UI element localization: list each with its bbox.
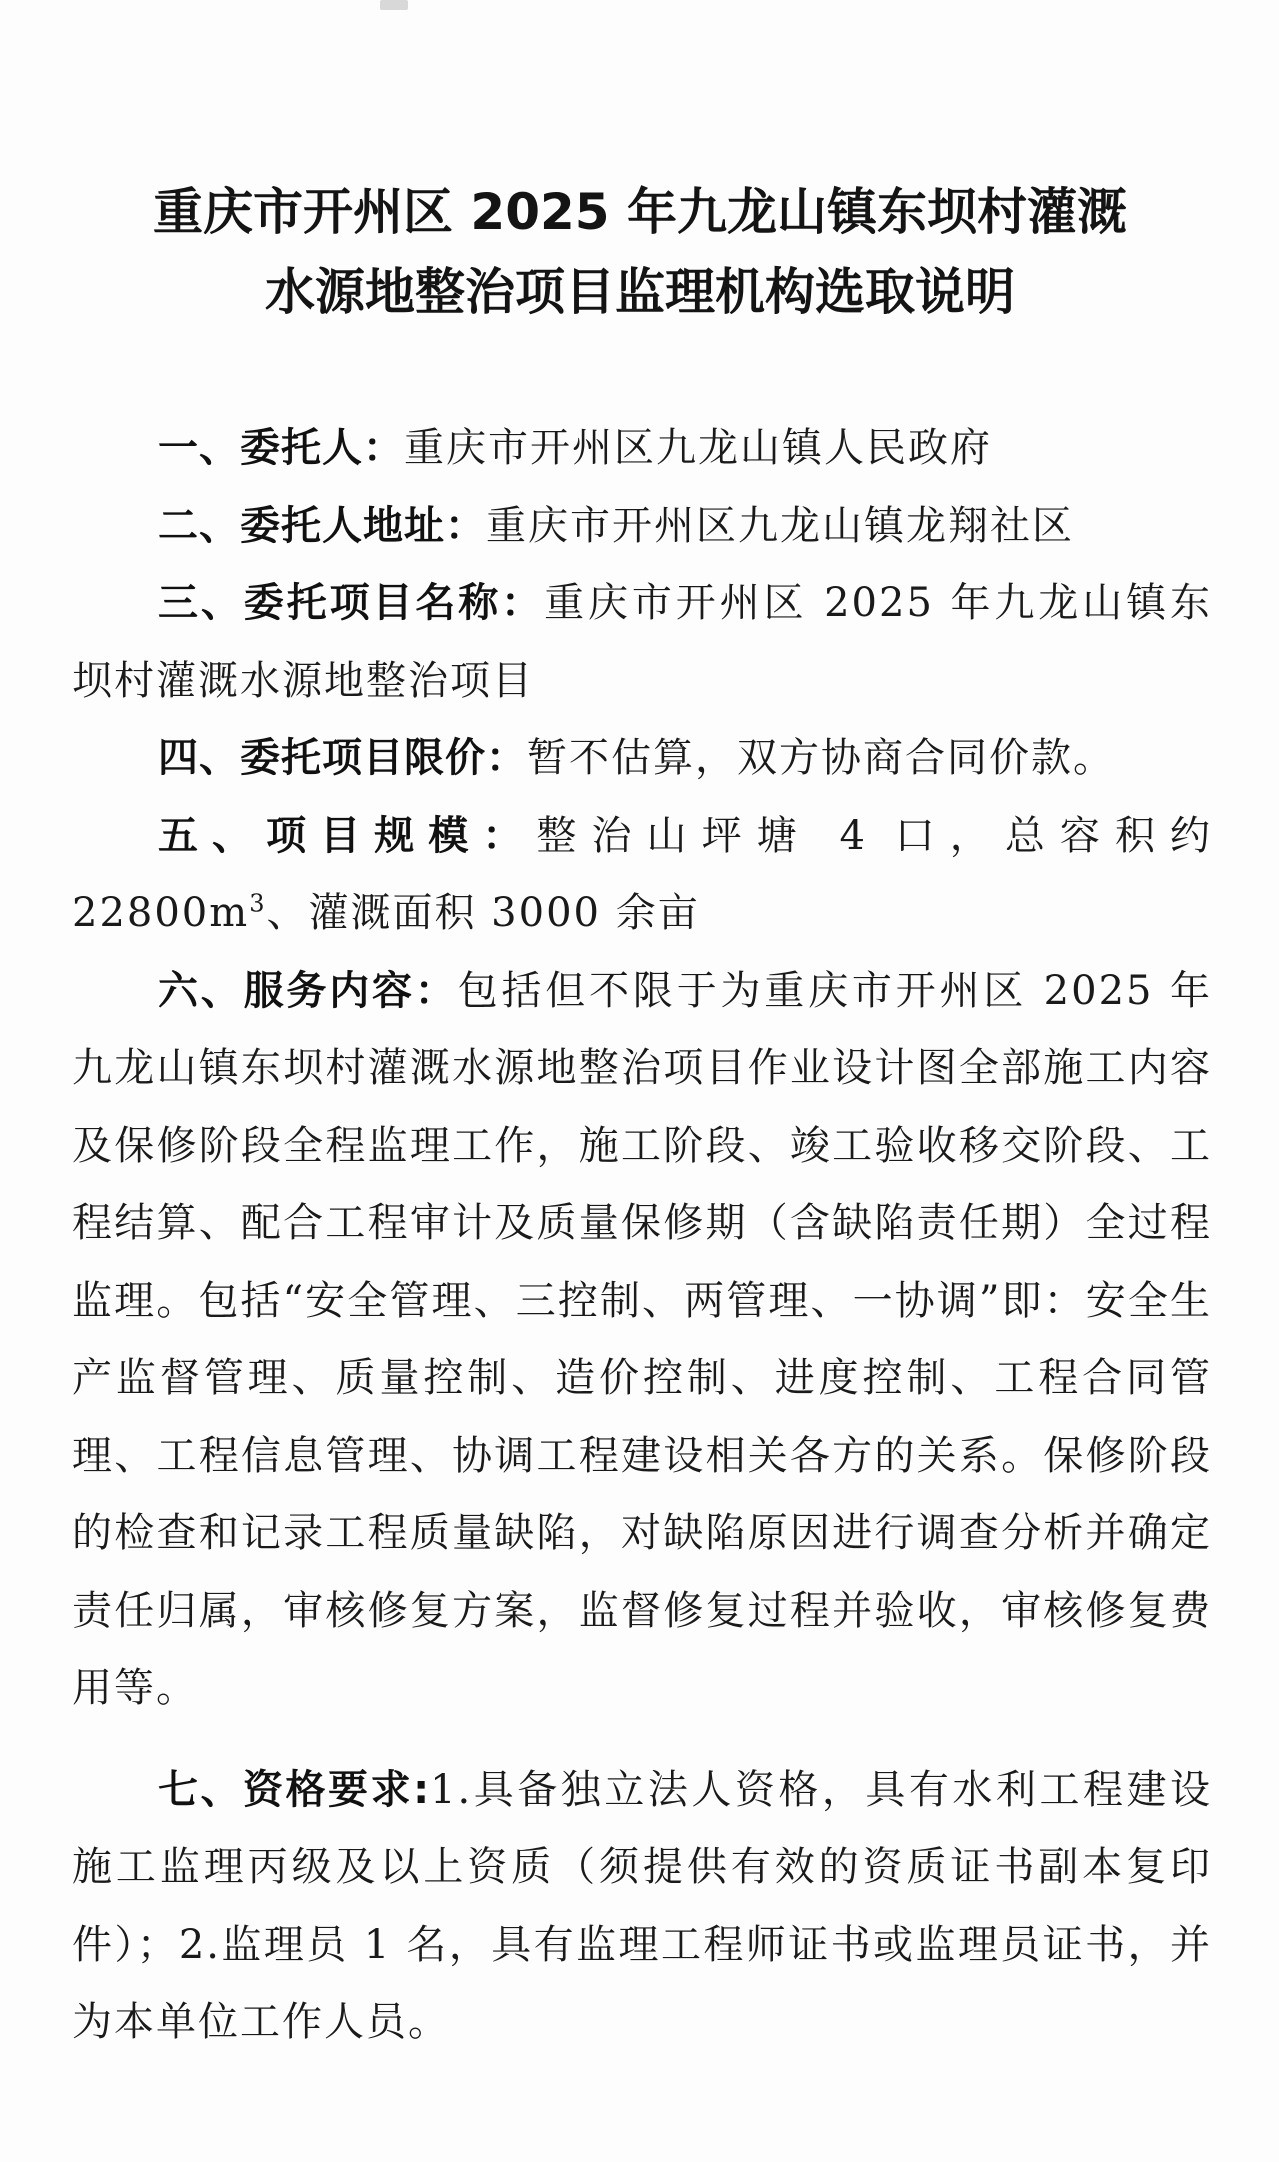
- section-4: [72, 720, 1212, 798]
- document-title-line-1: 重庆市开州区 2025 年九龙山镇东坝村灌溉: [153, 183, 1127, 241]
- section-5-text-end: 、灌溉面积 3000 余亩: [266, 890, 700, 936]
- section-3-label: 三、委托项目名称：: [158, 580, 545, 626]
- section-1-text: 重庆市开州区九龙山镇人民政府: [404, 425, 992, 471]
- section-5-text: 整治山坪塘 4 口，总容积约 22800m: [72, 812, 1213, 936]
- section-7-label: 七、资格要求:: [158, 1766, 431, 1813]
- staple-mark: [380, 0, 408, 10]
- section-7-text: 1.具备独立法人资格，具有水利工程建设施工监理丙级及以上资质（须提供有效的资质证书副本复印件）；2.监理员 1 名，具有监理工程师证书或监理员证书，并为本单位工作人员。: [72, 1766, 1212, 2045]
- section-1-label: 一、委托人：: [158, 425, 404, 471]
- document-title-line-2: 水源地整治项目监理机构选取说明: [265, 263, 1015, 321]
- section-6-text: 包括但不限于为重庆市开州区 2025 年九龙山镇东坝村灌溉水源地整治项目作业设计图全部施工内容及保修阶段全程监理工作，施工阶段、竣工验收移交阶段、工程结算、配合工程审计及质量保修期（含缺陷责任期）全过程监理。包括“安全管理、三控制、两管理、一协调”即：安全生产监督管理、质量控制、造价控制、进度控制、工程合同管理、工程信息管理、协调工程建设相关各方的关系。保修阶段的检查和记录工程质量缺陷，对缺陷原因进行调查分析并确定责任归属，审核修复方案，监督修复过程并验收，审核修复费用等。: [72, 967, 1212, 1711]
- section-7: [72, 1752, 1212, 2062]
- section-2-label: 二、委托人地址：: [158, 502, 486, 549]
- section-5: [72, 798, 1212, 953]
- section-6-label: 六、服务内容：: [158, 967, 458, 1014]
- section-6: [72, 953, 1212, 1728]
- section-2: [72, 488, 1212, 566]
- section-3-text: 重庆市开州区 2025 年九龙山镇东坝村灌溉水源地整治项目: [72, 580, 1212, 704]
- document-body: [72, 410, 1212, 2062]
- section-3: [72, 565, 1212, 720]
- section-1: [72, 410, 1212, 488]
- section-2-text: 重庆市开州区九龙山镇龙翔社区: [486, 502, 1074, 549]
- superscript-3: 3: [249, 889, 267, 918]
- section-5-label: 五、项目规模：: [158, 812, 537, 859]
- section-4-text: 暂不估算，双方协商合同价款。: [527, 735, 1115, 781]
- section-4-label: 四、委托项目限价：: [158, 735, 527, 781]
